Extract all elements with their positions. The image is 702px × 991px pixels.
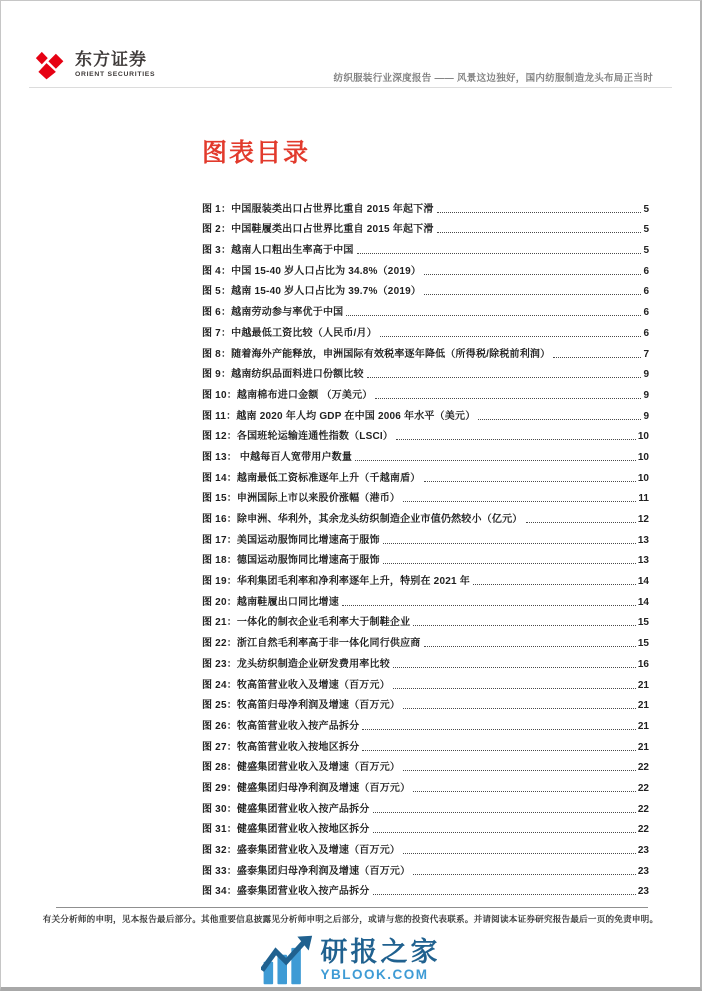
toc-entry[interactable] [202,463,649,484]
toc-leader-dots [413,874,636,875]
toc-leader-dots [473,584,636,585]
toc-leader-dots [383,543,636,544]
toc-entry[interactable] [202,587,649,608]
toc-entry-page: 13 [637,534,649,546]
toc-entry-text: 图 24：牧高笛营业收入及增速（百万元） [202,679,390,691]
toc-leader-dots [357,253,642,254]
toc-leader-dots [355,460,636,461]
toc-entry[interactable] [202,815,649,836]
toc-entry-text: 图 27：牧高笛营业收入按地区拆分 [202,741,360,753]
toc-entry[interactable] [202,380,649,401]
toc-entry-text: 图 30：健盛集团营业收入按产品拆分 [202,803,370,815]
toc-entry[interactable] [202,670,649,691]
toc-entry-text: 图 6：越南劳动参与率优于中国 [202,307,344,319]
toc-leader-dots [403,853,636,854]
toc-entry-text: 图 29：健盛集团归母净利润及增速（百万元） [202,782,411,794]
toc-entry[interactable] [202,256,649,277]
toc-leader-dots [424,274,641,275]
toc-entry-page: 23 [637,845,649,856]
toc-entry-page: 7 [643,348,649,360]
toc-entry-page: 12 [637,514,649,525]
toc-leader-dots [553,357,641,358]
toc-leader-dots [413,791,636,792]
toc-entry[interactable] [202,566,649,587]
watermark-name: 研报之家 [320,937,441,967]
toc-entry[interactable] [202,194,649,215]
toc-entry[interactable] [202,691,649,712]
toc-entry[interactable] [202,856,649,877]
toc-entry[interactable] [202,360,649,381]
footer-divider [56,907,648,908]
toc-entry[interactable] [202,525,649,546]
toc-leader-dots [373,832,636,833]
toc-entry-page: 5 [643,203,649,215]
bar-chart-arrow-icon [261,935,313,985]
toc-leader-dots [373,894,636,895]
page-title: 图表目录 [202,139,311,167]
toc-entry[interactable] [202,794,649,815]
toc-entry-text: 图 32：盛泰集团营业收入及增速（百万元） [202,845,401,856]
toc-entry-page: 21 [637,741,649,753]
report-title-header: 纺织服装行业深度报告 —— 风景这边独好，国内纺服制造龙头布局正当时 [333,73,653,84]
toc-leader-dots [424,646,636,647]
toc-entry-text: 图 15：申洲国际上市以来股价涨幅（港币） [202,493,401,505]
toc-entry-page: 15 [637,638,649,650]
toc-entry-text: 图 16：除申洲、华利外，其余龙头纺织制造企业市值仍然较小（亿元） [202,514,523,525]
toc-entry-page: 10 [637,431,649,443]
toc-leader-dots [437,212,642,213]
toc-leader-dots [383,563,636,564]
toc-entry-page: 21 [637,679,649,691]
toc-entry-text: 图 10：越南棉布进口金额 （万美元） [202,389,373,401]
toc-leader-dots [424,481,636,482]
toc-leader-dots [403,770,636,771]
toc-leader-dots [380,336,642,337]
toc-entry-text: 图 11：越南 2020 年人均 GDP 在中国 2006 年水平（美元） [202,410,476,422]
toc-entry-text: 图 12：各国班轮运输连通性指数（LSCI） [202,431,394,443]
toc-leader-dots [342,605,636,606]
toc-leader-dots [437,232,642,233]
toc-entry-text: 图 20：越南鞋履出口同比增速 [202,596,339,608]
toc-entry[interactable] [202,835,649,856]
toc-entry-page: 11 [638,493,649,505]
watermark-site: YBLOOK.COM [320,967,429,982]
toc-entry[interactable] [202,608,649,629]
toc-entry-text: 图 5：越南 15-40 岁人口占比为 39.7%（2019） [202,286,422,298]
toc-entry-text: 图 3：越南人口粗出生率高于中国 [202,245,354,257]
toc-list [202,194,649,897]
toc-entry-page: 22 [637,824,649,836]
toc-entry-page: 14 [637,596,649,608]
toc-entry-text: 图 23：龙头纺织制造企业研发费用率比较 [202,658,390,670]
toc-entry-page: 22 [637,782,649,794]
toc-entry-page: 23 [637,886,649,898]
toc-entry[interactable] [202,442,649,463]
toc-entry[interactable] [202,235,649,256]
toc-entry-text: 图 18：德国运动服饰同比增速高于服饰 [202,555,380,567]
toc-entry-page: 15 [637,617,649,629]
toc-entry-page: 14 [637,576,649,588]
toc-entry-page: 6 [643,265,649,277]
toc-entry-page: 22 [637,803,649,815]
toc-entry-text: 图 14：越南最低工资标准逐年上升（千越南盾） [202,472,421,484]
toc-leader-dots [424,294,641,295]
toc-entry-page: 22 [637,762,649,774]
toc-entry-text: 图 1：中国服装类出口占世界比重自 2015 年起下滑 [202,203,434,215]
toc-entry[interactable] [202,297,649,318]
toc-entry-text: 图 22：浙江自然毛利率高于非一体化同行供应商 [202,638,421,650]
toc-entry[interactable] [202,277,649,298]
toc-entry[interactable] [202,628,649,649]
toc-entry-text: 图 4：中国 15-40 岁人口占比为 34.8%（2019） [202,265,422,277]
brand-name-en: ORIENT SECURITIES [75,71,156,78]
toc-leader-dots [346,315,641,316]
toc-entry[interactable] [202,401,649,422]
toc-entry-page: 10 [637,472,649,484]
toc-entry[interactable] [202,215,649,236]
toc-entry-page: 13 [637,555,649,567]
toc-leader-dots [403,708,636,709]
toc-leader-dots [396,439,636,440]
toc-entry-text: 图 13： 中越每百人宽带用户数量 [202,451,353,463]
toc-leader-dots [362,750,636,751]
toc-entry-text: 图 17：美国运动服饰同比增速高于服饰 [202,534,380,546]
toc-entry-page: 23 [637,865,649,877]
toc-entry[interactable] [202,422,649,443]
toc-entry-text: 图 26：牧高笛营业收入按产品拆分 [202,720,360,732]
toc-entry-text: 图 25：牧高笛归母净利润及增速（百万元） [202,700,401,712]
toc-entry[interactable] [202,504,649,525]
toc-entry[interactable] [202,484,649,505]
toc-entry[interactable] [202,753,649,774]
brand [33,50,155,80]
toc-entry-text: 图 21：一体化的制衣企业毛利率大于制鞋企业 [202,617,411,629]
toc-leader-dots [403,501,636,502]
toc-leader-dots [373,812,636,813]
toc-entry-page: 5 [643,224,649,236]
toc-leader-dots [375,398,641,399]
toc-leader-dots [393,667,636,668]
toc-leader-dots [413,625,636,626]
toc-entry-text: 图 33：盛泰集团归母净利润及增速（百万元） [202,865,411,877]
watermark [1,935,700,985]
toc-entry[interactable] [202,649,649,670]
toc-leader-dots [393,688,636,689]
toc-leader-dots [367,377,642,378]
toc-entry[interactable] [202,318,649,339]
toc-entry-page: 6 [643,327,649,339]
toc-entry-text: 图 7：中越最低工资比较（人民币/月） [202,327,377,339]
toc-entry-page: 10 [637,451,649,463]
toc-entry-text: 图 28：健盛集团营业收入及增速（百万元） [202,762,401,774]
toc-entry-text: 图 9：越南纺织品面料进口份额比较 [202,369,364,381]
toc-entry[interactable] [202,877,649,898]
toc-entry[interactable] [202,732,649,753]
toc-leader-dots [478,419,641,420]
toc-entry-text: 图 8：随着海外产能释放，申洲国际有效税率逐年降低（所得税/除税前利润） [202,348,551,360]
toc-entry-text: 图 2：中国鞋履类出口占世界比重自 2015 年起下滑 [202,224,434,236]
toc-entry-text: 图 19：华利集团毛利率和净利率逐年上升，特别在 2021 年 [202,576,470,588]
toc-leader-dots [526,522,636,523]
toc-entry-text: 图 31：健盛集团营业收入按地区拆分 [202,824,370,836]
toc-entry-page: 5 [643,245,649,257]
brand-name-cn: 东方证券 [75,50,147,69]
toc-entry[interactable] [202,546,649,567]
toc-leader-dots [362,729,636,730]
toc-entry-page: 21 [637,700,649,712]
toc-entry-page: 9 [643,389,649,401]
toc-entry-text: 图 34：盛泰集团营业收入按产品拆分 [202,886,370,898]
toc-entry-page: 6 [643,307,649,319]
toc-entry[interactable] [202,711,649,732]
toc-entry-page: 21 [637,720,649,732]
toc-entry-page: 9 [643,410,649,422]
header-divider [29,87,672,88]
toc-entry[interactable] [202,773,649,794]
toc-entry[interactable] [202,339,649,360]
toc-entry-page: 16 [637,658,649,670]
orient-securities-logo-icon [33,50,65,80]
footer-disclaimer: 有关分析师的申明，见本报告最后部分。其他重要信息披露见分析师申明之后部分，或请与您的投资代表联系。并请阅读本证券研究报告最后一页的免责申明。 [42,914,659,924]
toc-entry-page: 6 [643,286,649,298]
toc-entry-page: 9 [643,369,649,381]
